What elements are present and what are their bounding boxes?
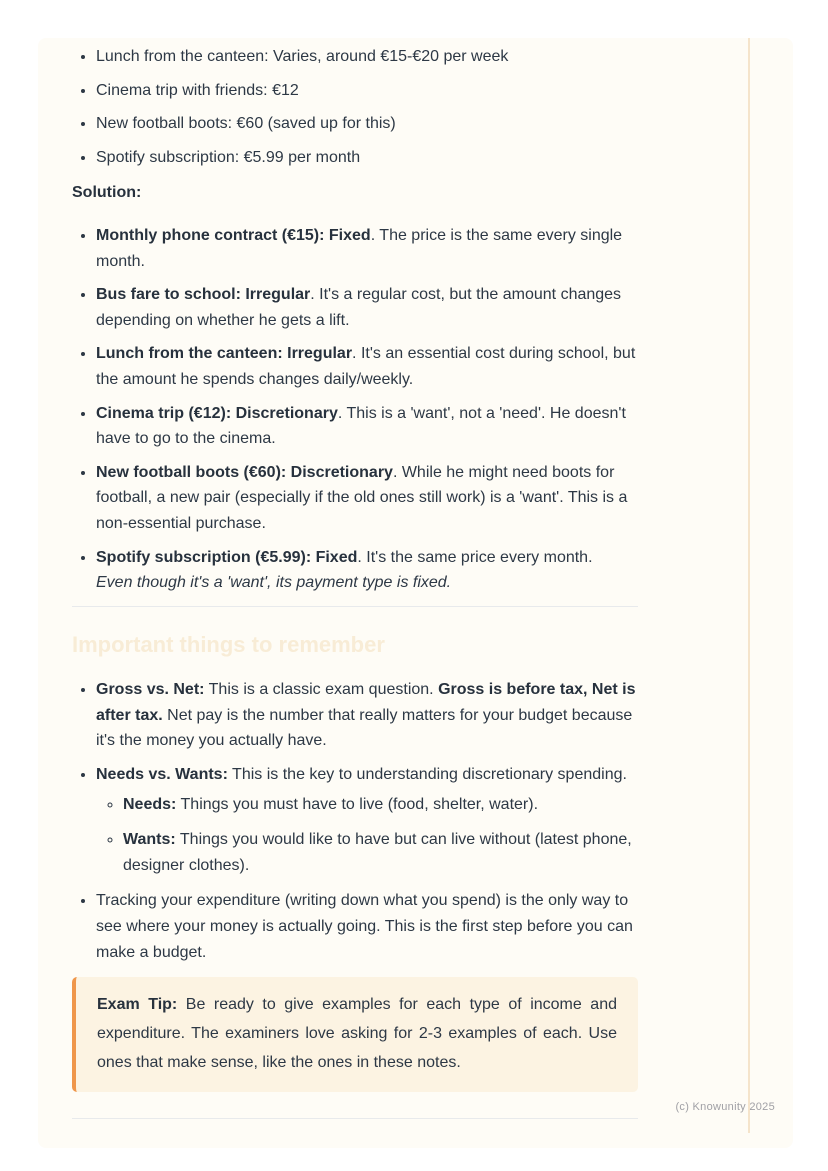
list-item: • Lunch from the canteen: Varies, around €15-€20 per week [96, 44, 638, 70]
section-divider-bottom [72, 1118, 638, 1119]
list-item: • New football boots (€60): Discretionary. While he might need boots for football, a new pair (especially if the old ones still work) is a 'want'. This is a non-essential purchase. [96, 460, 638, 537]
expense-classification: Bus fare to school: Irregular [96, 286, 311, 304]
copyright-watermark: (c) Knowunity 2025 [675, 1101, 775, 1113]
section-divider-top [72, 606, 638, 607]
solution-list [72, 223, 638, 596]
bold-text: Wants: [123, 831, 176, 849]
sub-list-item: ◦ Needs: Things you must have to live (food, shelter, water). [123, 792, 638, 818]
sub-list [96, 792, 638, 879]
bold-text: Needs: [123, 795, 177, 813]
list-item: • Needs vs. Wants: This is the key to understanding discretionary spending. ◦ Needs: Things you must have to live (food, shelter, water). ◦ Wants: Things you would like to have but can live without (latest phone, designer clothes). [96, 762, 638, 878]
page-margin-line [748, 38, 750, 1133]
list-item: • Gross vs. Net: This is a classic exam question. Gross is before tax, Net is after tax. Net pay is the number that really matters for your budget because it's the money you actually have. [96, 677, 638, 754]
expense-classification: Monthly phone contract (€15): Fixed [96, 226, 371, 244]
notes-page [38, 38, 793, 1148]
exam-tip-callout [72, 977, 638, 1091]
important-things-heading: Important things to remember [72, 631, 385, 657]
bold-text: Gross vs. Net: [96, 681, 205, 699]
page-content [72, 38, 638, 1119]
exam-tip-label: Exam Tip: [97, 996, 178, 1014]
expense-classification: New football boots (€60): Discretionary [96, 463, 393, 481]
exam-tip-text: Be ready to give examples for each type of income and expenditure. The examiners love asking for 2-3 examples of each. Use ones that make sense, like the ones in these notes. [97, 996, 617, 1071]
list-item: • Spotify subscription (€5.99): Fixed. It's the same price every month. Even though it's a 'want', its payment type is fixed. [96, 545, 638, 596]
expense-list [72, 44, 638, 170]
solution-heading: Solution: [72, 184, 142, 202]
list-item: • New football boots: €60 (saved up for this) [96, 111, 638, 137]
sub-list-item: ◦ Wants: Things you would like to have but can live without (latest phone, designer clothes). [123, 827, 638, 878]
list-item: • Cinema trip (€12): Discretionary. This is a 'want', not a 'need'. He doesn't have to go to the cinema. [96, 401, 638, 452]
expense-classification: Spotify subscription (€5.99): Fixed [96, 548, 358, 566]
list-item: • Cinema trip with friends: €12 [96, 78, 638, 104]
key-points-list [72, 677, 638, 965]
list-item: • Spotify subscription: €5.99 per month [96, 145, 638, 171]
list-item: • Bus fare to school: Irregular. It's a regular cost, but the amount changes depending on whether he gets a lift. [96, 282, 638, 333]
italic-note: Even though it's a 'want', its payment type is fixed. [96, 574, 452, 592]
list-item: • Monthly phone contract (€15): Fixed. The price is the same every single month. [96, 223, 638, 274]
expense-classification: Cinema trip (€12): Discretionary [96, 404, 338, 422]
list-item: • Lunch from the canteen: Irregular. It's an essential cost during school, but the amount he spends changes daily/weekly. [96, 341, 638, 392]
bold-text: Gross is before tax, Net is after tax. [96, 681, 636, 724]
bold-text: Needs vs. Wants: [96, 765, 228, 783]
list-item: • Tracking your expenditure (writing down what you spend) is the only way to see where your money is actually going. This is the first step before you can make a budget. [96, 888, 638, 965]
expense-classification: Lunch from the canteen: Irregular [96, 345, 353, 363]
